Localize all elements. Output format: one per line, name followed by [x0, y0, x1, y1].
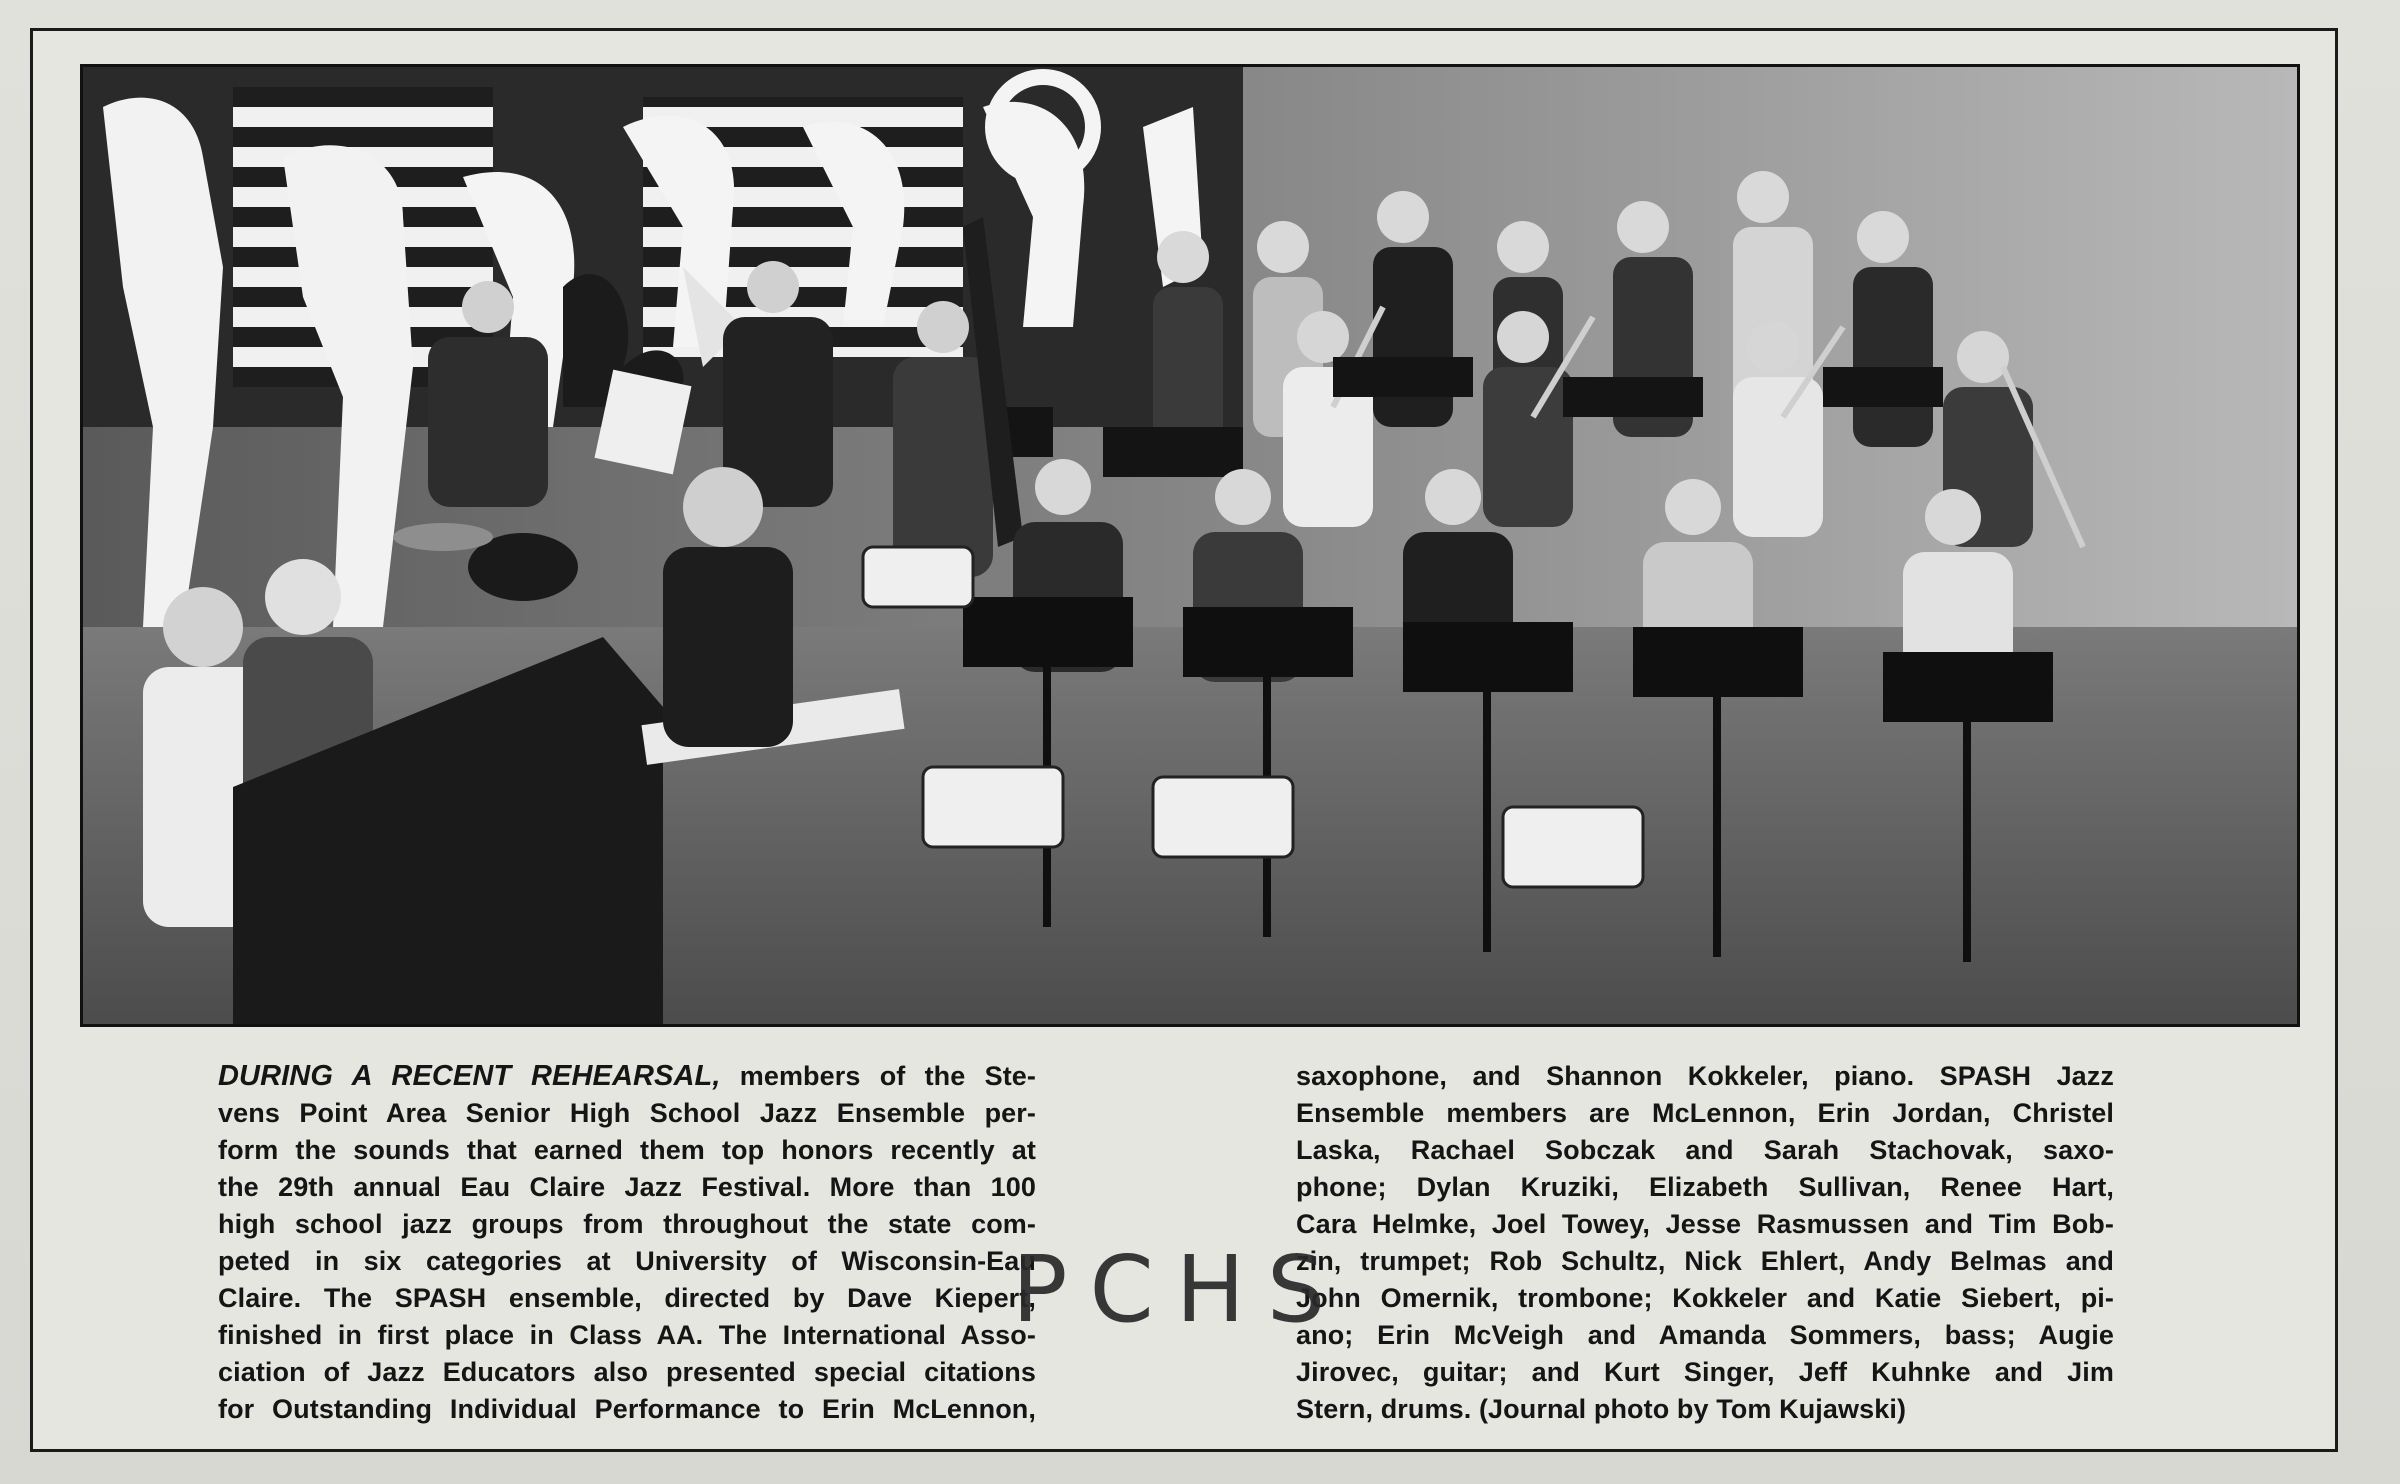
- caption-line: the 29th annual Eau Claire Jazz Festival. More than 100: [218, 1172, 1036, 1202]
- caption-line-text: members of the Ste-: [720, 1061, 1036, 1091]
- caption-line: form the sounds that earned them top honors recently at: [218, 1135, 1036, 1165]
- caption-line: phone; Dylan Kruziki, Elizabeth Sullivan, Renee Hart,: [1296, 1172, 2114, 1202]
- caption-line: finished in first place in Class AA. The International Asso-: [218, 1320, 1036, 1350]
- caption-line: peted in six categories at University of Wisconsin-Eau: [218, 1246, 1036, 1276]
- caption-line: saxophone, and Shannon Kokkeler, piano. SPASH Jazz: [1296, 1061, 2114, 1091]
- caption-lead-in: DURING A RECENT REHEARSAL,: [218, 1060, 721, 1092]
- caption-column-left: [218, 1058, 1036, 1428]
- rehearsal-photo-illustration: [83, 67, 2297, 1024]
- pchs-watermark: PCHS: [1012, 1236, 1348, 1343]
- caption-line: [218, 1058, 1036, 1095]
- caption-line: for Outstanding Individual Performance to Erin McLennon,: [218, 1394, 1036, 1424]
- rehearsal-photo: [80, 64, 2300, 1027]
- caption-line: John Omernik, trombone; Kokkeler and Katie Siebert, pi-: [1296, 1283, 2114, 1313]
- caption-line: zin, trumpet; Rob Schultz, Nick Ehlert, Andy Belmas and: [1296, 1246, 2114, 1276]
- caption-line: vens Point Area Senior High School Jazz Ensemble per-: [218, 1098, 1036, 1128]
- caption-line: ciation of Jazz Educators also presented special citations: [218, 1357, 1036, 1387]
- caption-line: Jirovec, guitar; and Kurt Singer, Jeff Kuhnke and Jim: [1296, 1357, 2114, 1387]
- caption-line: Cara Helmke, Joel Towey, Jesse Rasmussen and Tim Bob-: [1296, 1209, 2114, 1239]
- caption-line: Claire. The SPASH ensemble, directed by Dave Kiepert,: [218, 1283, 1036, 1313]
- caption-line: high school jazz groups from throughout the state com-: [218, 1209, 1036, 1239]
- caption-line: Stern, drums. (Journal photo by Tom Kujawski): [1296, 1394, 1907, 1424]
- caption-line: Laska, Rachael Sobczak and Sarah Stachovak, saxo-: [1296, 1135, 2114, 1165]
- caption-line: Ensemble members are McLennon, Erin Jordan, Christel: [1296, 1098, 2114, 1128]
- caption-column-right: [1296, 1058, 2114, 1428]
- caption-line: ano; Erin McVeigh and Amanda Sommers, bass; Augie: [1296, 1320, 2114, 1350]
